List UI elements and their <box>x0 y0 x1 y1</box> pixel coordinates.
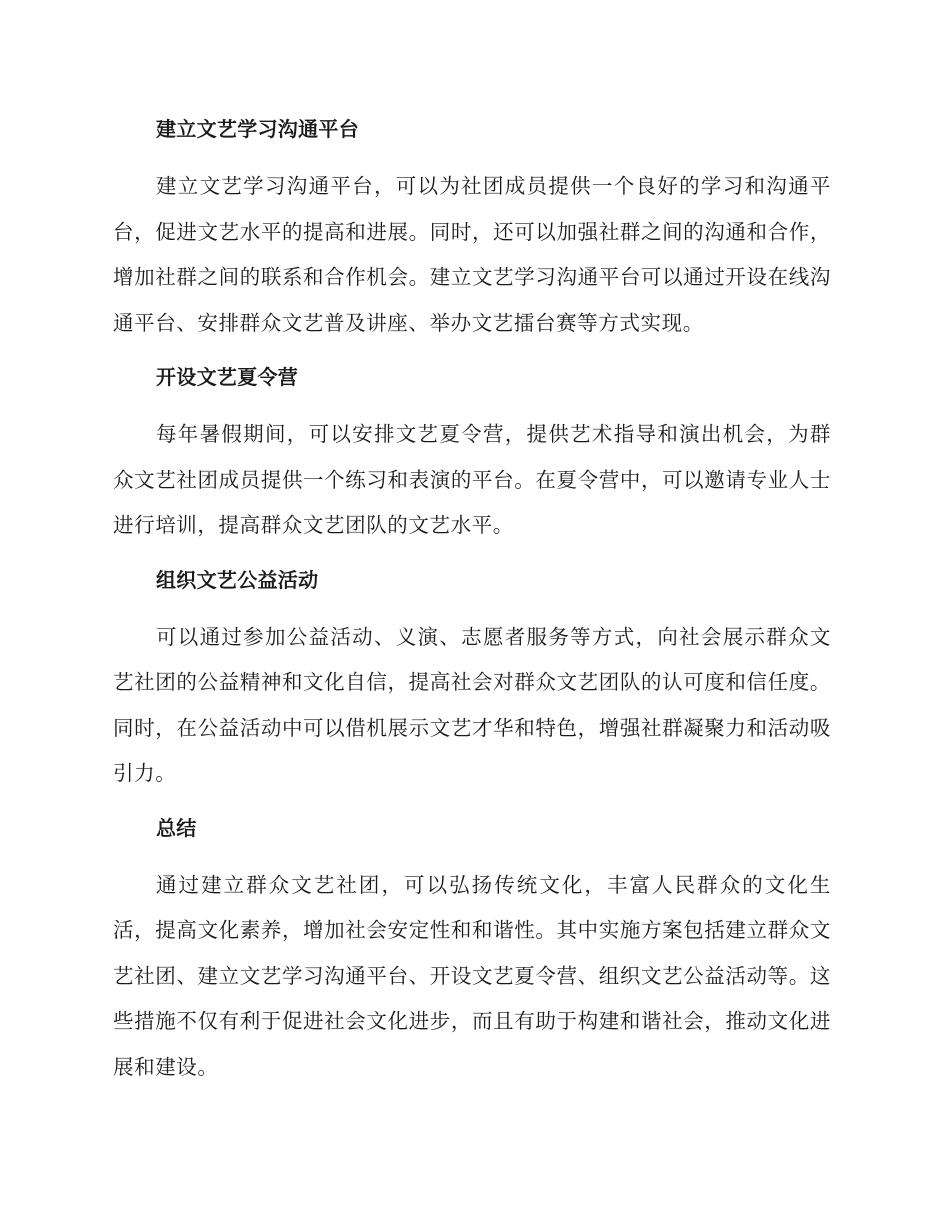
section-heading: 开设文艺夏令营 <box>156 365 299 389</box>
document-content <box>113 106 831 1090</box>
section-paragraph: 每年暑假期间，可以安排文艺夏令营，提供艺术指导和演出机会，为群众文艺社团成员提供一个练习和表演的平台。在夏令营中，可以邀请专业人士进行培训，提高群众文艺团队的文艺水平。 <box>113 422 831 537</box>
section-heading: 组织文艺公益活动 <box>156 567 319 592</box>
section-heading: 建立文艺学习沟通平台 <box>156 117 359 141</box>
section-paragraph: 通过建立群众文艺社团，可以弘扬传统文化，丰富人民群众的文化生活，提高文化素养，增加社会安定性和和谐性。其中实施方案包括建立群众文艺社团、建立文艺学习沟通平台、开设文艺夏令营、组织文艺公益活动等。这些措施不仅有利于促进社会文化进步，而且有助于构建和谐社会，推动文化进展和建设。 <box>113 872 831 1079</box>
section-heading: 总结 <box>156 815 197 840</box>
section-paragraph: 建立文艺学习沟通平台，可以为社团成员提供一个良好的学习和沟通平台，促进文艺水平的提高和进展。同时，还可以加强社群之间的沟通和合作，增加社群之间的联系和合作机会。建立文艺学习沟通平台可以通过开设在线沟通平台、安排群众文艺普及讲座、举办文艺擂台赛等方式实现。 <box>113 174 831 335</box>
section-paragraph: 可以通过参加公益活动、义演、志愿者服务等方式，向社会展示群众文艺社团的公益精神和文化自信，提高社会对群众文艺团队的认可度和信任度。同时，在公益活动中可以借机展示文艺才华和特色，增强社群凝聚力和活动吸引力。 <box>113 624 831 785</box>
